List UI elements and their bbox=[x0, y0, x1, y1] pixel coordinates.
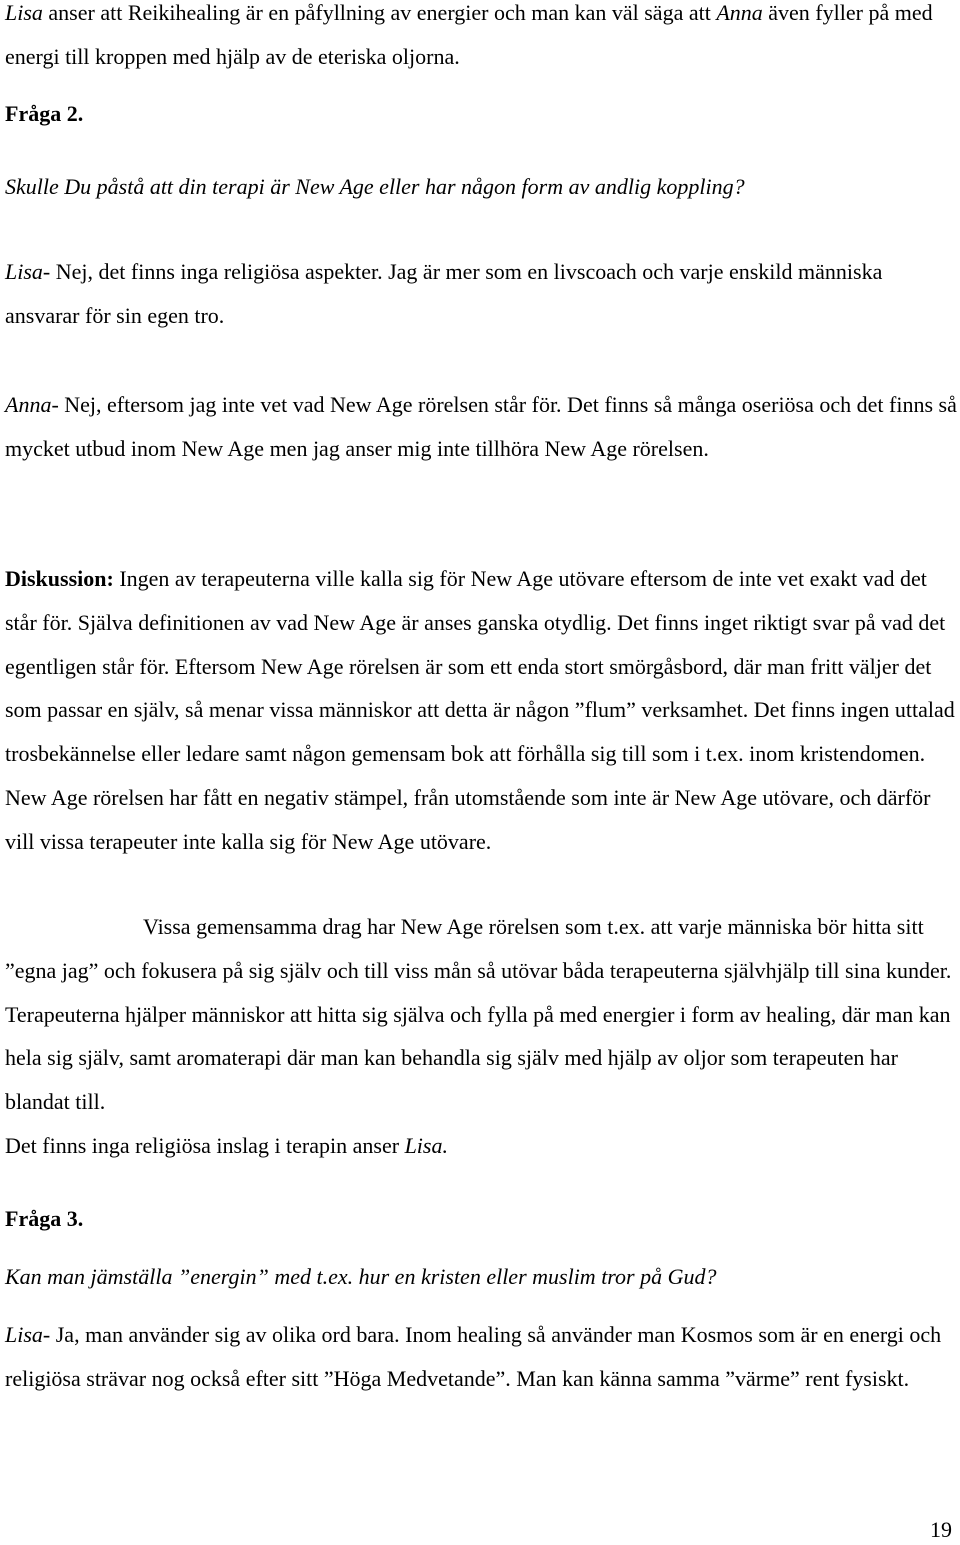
paragraph-text: även fyller på med energi till kroppen med hjälp av de eteriska oljorna. bbox=[5, 0, 933, 69]
speaker-name: Lisa bbox=[5, 259, 43, 284]
discussion-paragraph-3 bbox=[5, 1124, 960, 1168]
anna-answer bbox=[5, 383, 960, 471]
answer-text: - Nej, eftersom jag inte vet vad New Age rörelsen står för. Det finns så många oseriösa och det finns så mycket utbud inom New Age men jag anser mig inte tillhöra New Age rörelsen. bbox=[5, 392, 957, 461]
question-2-heading: Fråga 2. bbox=[5, 101, 84, 126]
speaker-name: Lisa bbox=[5, 1322, 43, 1347]
lisa-answer bbox=[5, 250, 960, 338]
question-3-text: Kan man jämställa ”energin” med t.ex. hur en kristen eller muslim tror på Gud? bbox=[5, 1264, 717, 1289]
discussion-text: Ingen av terapeuterna ville kalla sig för New Age utövare eftersom de inte vet exakt vad det står för. Själva definitionen av vad New Age är anses ganska otydlig. Det finns inget riktigt svar på vad det egentligen står för. Eftersom New Age rörelsen är som ett enda stort smörgåsbord, där man fritt väljer det som passar en själv, så menar vissa människor att detta är någon ”flum” verksamhet. Det finns ingen uttalad trosbekännelse eller ledare samt någon gemensam bok att förhålla sig till som i t.ex. inom kristendomen. New Age rörelsen har fått en negativ stämpel, från utomstående som inte är New Age utövare, och därför vill vissa terapeuter inte kalla sig för New Age utövare. bbox=[5, 566, 955, 854]
discussion-paragraph bbox=[5, 557, 960, 864]
question-3-heading: Fråga 3. bbox=[5, 1206, 84, 1231]
answer-text: - Ja, man använder sig av olika ord bara. Inom healing så använder man Kosmos som är en energi och religiösa strävar nog också efter sitt ”Höga Medvetande”. Man kan känna samma ”värme” rent fysiskt. bbox=[5, 1322, 942, 1391]
page-number: 19 bbox=[930, 1517, 952, 1542]
question-2-text: Skulle Du påstå att din terapi är New Age eller har någon form av andlig koppling? bbox=[5, 174, 745, 199]
discussion-paragraph-2: Vissa gemensamma drag har New Age rörelsen som t.ex. att varje människa bör hitta sitt ”egna jag” och fokusera på sig själv och till viss mån så utövar båda terapeuterna självhjälp till sina kunder. Terapeuterna hjälper människor att hitta sig själva och fylla på med energier i form av healing, där man kan hela sig själv, samt aromaterapi där man kan behandla sig själv med hjälp av oljor som terapeuten har blandat till. bbox=[5, 914, 952, 1115]
answer-text: - Nej, det finns inga religiösa aspekter. Jag är mer som en livscoach och varje enskild människa ansvarar för sin egen tro. bbox=[5, 259, 883, 328]
speaker-name: Anna bbox=[716, 0, 763, 25]
speaker-name: Lisa. bbox=[404, 1133, 448, 1158]
paragraph-text: anser att Reikihealing är en påfyllning av energier och man kan väl säga att bbox=[42, 0, 717, 25]
paragraph-intro bbox=[5, 0, 960, 79]
lisa-answer-3 bbox=[5, 1313, 960, 1401]
speaker-name: Lisa bbox=[5, 0, 43, 25]
speaker-name: Anna bbox=[5, 392, 52, 417]
paragraph-text: Det finns inga religiösa inslag i terapin anser bbox=[5, 1133, 405, 1158]
discussion-label: Diskussion: bbox=[5, 566, 114, 591]
